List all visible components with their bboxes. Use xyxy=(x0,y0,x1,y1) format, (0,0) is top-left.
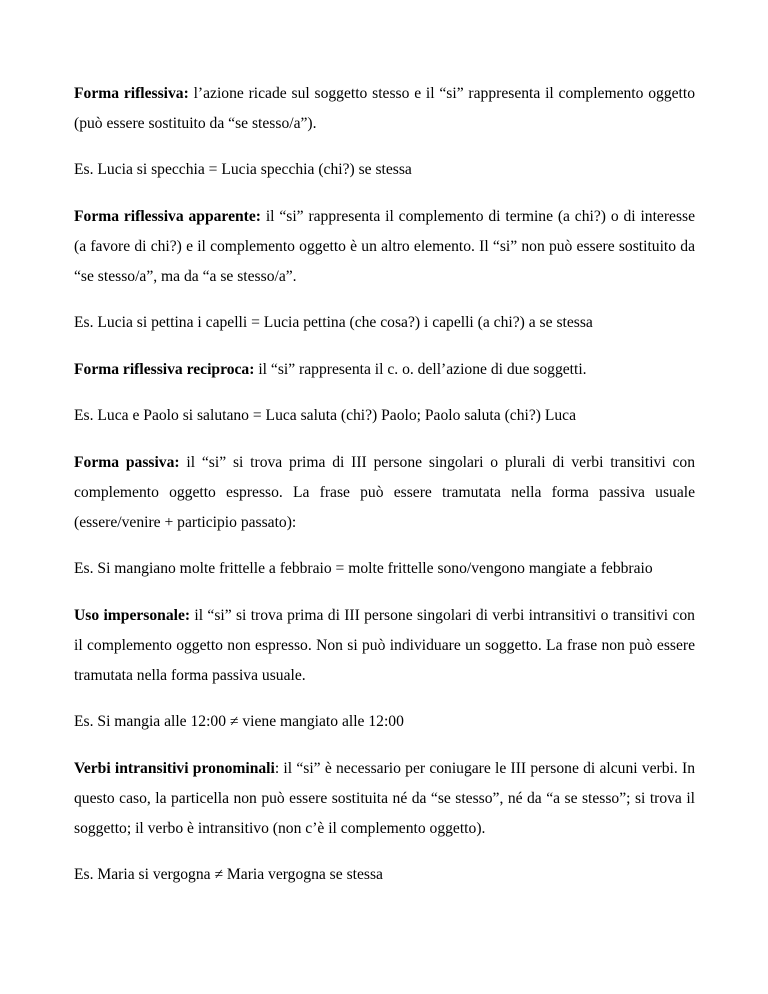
term-label: Verbi intransitivi pronominali xyxy=(74,760,275,777)
term-label: Uso impersonale: xyxy=(74,607,191,624)
example-riflessiva: Es. Lucia si specchia = Lucia specchia (chi?) se stessa xyxy=(74,161,412,178)
definition-text: l’azione ricade sul soggetto stesso e il “si” rappresenta il complemento oggetto (può essere sostituito da “se stesso/a”). xyxy=(74,85,695,132)
term-label: Forma passiva: xyxy=(74,454,180,471)
definition-passiva xyxy=(74,448,695,538)
document-page xyxy=(74,79,695,907)
term-label: Forma riflessiva apparente: xyxy=(74,208,261,225)
example-riflessiva-reciproca: Es. Luca e Paolo si salutano = Luca saluta (chi?) Paolo; Paolo saluta (chi?) Luca xyxy=(74,407,576,424)
definition-intransitivi-pronominali xyxy=(74,754,695,844)
definition-text: : il “si” è necessario per coniugare le III persone di alcuni verbi. In questo caso, la particella non può essere sostituita né da “se stesso”, né da “a se stesso”; si trova il soggetto; il verbo è intransitivo (non c’è il complemento oggetto). xyxy=(74,760,695,837)
example-passiva: Es. Si mangiano molte frittelle a febbraio = molte frittelle sono/vengono mangiate a febbraio xyxy=(74,560,653,577)
term-label: Forma riflessiva: xyxy=(74,85,189,102)
example-intransitivi-pronominali: Es. Maria si vergogna ≠ Maria vergogna se stessa xyxy=(74,866,383,883)
example-riflessiva-apparente: Es. Lucia si pettina i capelli = Lucia pettina (che cosa?) i capelli (a chi?) a se stessa xyxy=(74,314,593,331)
definition-impersonale xyxy=(74,601,695,691)
definition-riflessiva-reciproca xyxy=(74,355,695,385)
example-impersonale: Es. Si mangia alle 12:00 ≠ viene mangiato alle 12:00 xyxy=(74,713,404,730)
definition-riflessiva-apparente xyxy=(74,202,695,292)
term-label: Forma riflessiva reciproca: xyxy=(74,361,255,378)
definition-text: il “si” rappresenta il c. o. dell’azione di due soggetti. xyxy=(254,361,587,378)
definition-riflessiva xyxy=(74,79,695,139)
definition-text: il “si” rappresenta il complemento di termine (a chi?) o di interesse (a favore di chi?) e il complemento oggetto è un altro elemento. Il “si” non può essere sostituito da “se stesso/a”, ma da “a se stesso/a”. xyxy=(74,208,696,285)
definition-text: il “si” si trova prima di III persone singolari o plurali di verbi transitivi con complemento oggetto espresso. La frase può essere tramutata nella forma passiva usuale (essere/venire + participio passato): xyxy=(74,454,695,531)
definition-text: il “si” si trova prima di III persone singolari di verbi intransitivi o transitivi con il complemento oggetto non espresso. Non si può individuare un soggetto. La frase non può essere tramutata nella forma passiva usuale. xyxy=(74,607,695,684)
